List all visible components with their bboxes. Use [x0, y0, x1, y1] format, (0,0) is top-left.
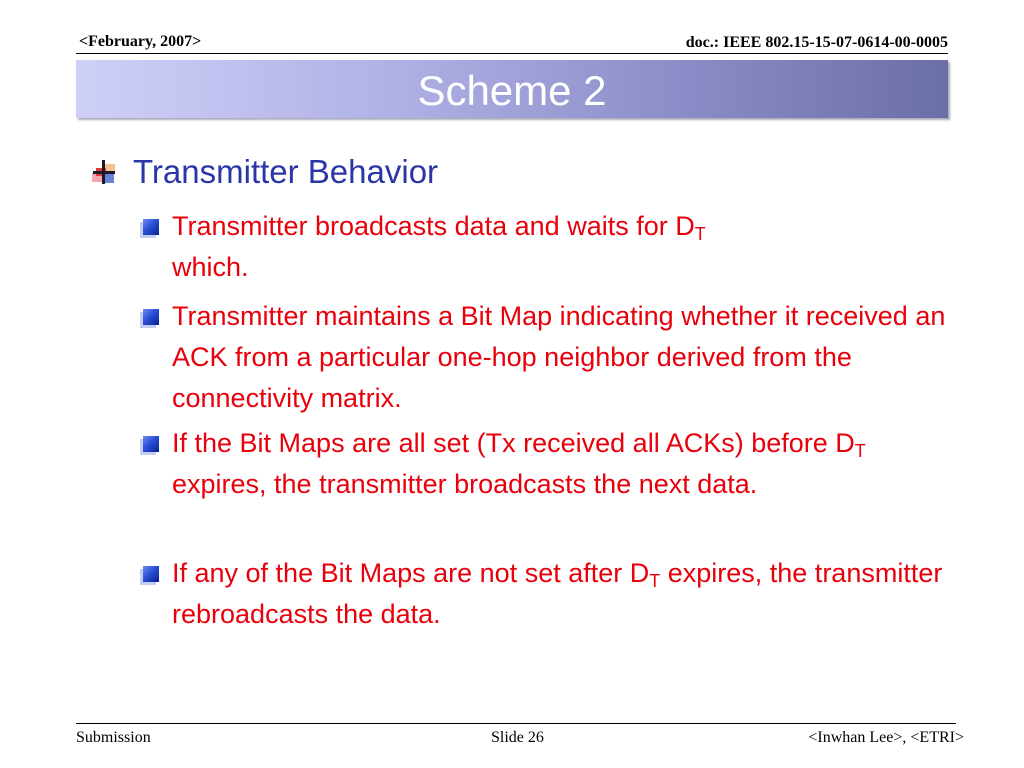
bullet-4-text: If any of the Bit Maps are not set after D — [172, 558, 650, 588]
bullet-item-3 — [172, 423, 952, 505]
footer-author: <Inwhan Lee>, <ETRI> — [808, 729, 964, 746]
bullet-1-text: Transmitter broadcasts data and waits for D — [172, 211, 695, 241]
square-bullet-icon — [143, 309, 159, 325]
square-bullet-icon — [143, 219, 159, 235]
bullet-3-text-end: expires, the transmitter broadcasts the next data. — [172, 469, 758, 499]
bullet-item-4 — [172, 553, 952, 635]
bullet-1-text-end: which. — [172, 252, 249, 282]
footer-submission: Submission — [76, 729, 151, 746]
bullet-item-2: Transmitter maintains a Bit Map indicating whether it received an ACK from a particular one-hop neighbor derived from the connectivity matrix. — [172, 301, 946, 413]
bullet-item-1 — [172, 206, 952, 288]
stacked-blocks-bullet-icon — [90, 158, 118, 186]
bullet-3-text: If the Bit Maps are all set (Tx received all ACKs) before D — [172, 428, 855, 458]
section-heading: Transmitter Behavior — [133, 153, 439, 190]
square-bullet-icon — [143, 566, 159, 582]
square-bullet-icon — [143, 436, 159, 452]
footer-slide-number: Slide 26 — [491, 729, 544, 746]
bullet-1-subscript: T — [694, 224, 706, 244]
bullet-4-text-end: expires, the transmitter rebroadcasts the data. — [172, 558, 943, 629]
footer-divider — [76, 723, 956, 724]
header-date: <February, 2007> — [79, 33, 202, 50]
bullet-3-subscript: T — [854, 441, 866, 461]
header-document-id: doc.: IEEE 802.15-15-07-0614-00-0005 — [685, 34, 948, 51]
bullet-4-subscript: T — [649, 571, 661, 591]
slide-title: Scheme 2 — [417, 67, 607, 114]
